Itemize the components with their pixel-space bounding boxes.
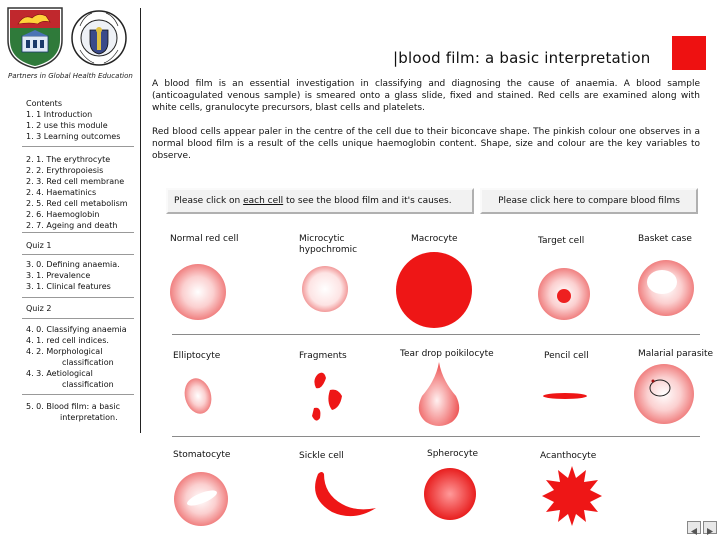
nav-item-haematinics[interactable]: 2. 4. Haematinics <box>26 188 97 197</box>
click-each-cell-button[interactable] <box>166 188 474 214</box>
label-microcytic-hypochromic: Microcytic hypochromic <box>299 234 358 255</box>
nav-item-defining-anaemia[interactable]: 3. 0. Defining anaemia. <box>26 260 120 269</box>
nav-item-blood-film-cont[interactable]: interpretation. <box>60 413 118 422</box>
macrocyte-image[interactable] <box>394 250 474 330</box>
next-page-button[interactable] <box>703 521 717 534</box>
label-macrocyte: Macrocyte <box>411 234 458 244</box>
nav-divider <box>22 297 134 298</box>
accent-square <box>672 36 706 70</box>
microcytic-cell-image[interactable] <box>300 264 350 314</box>
nav-group-anaemia <box>26 259 120 292</box>
nav-divider <box>22 146 134 147</box>
nav-divider <box>22 232 134 233</box>
malarial-parasite-image[interactable] <box>632 362 696 426</box>
nav-item-haemoglobin[interactable]: 2. 6. Haemoglobin <box>26 210 100 219</box>
contents-heading: Contents <box>26 99 62 108</box>
label-fragments: Fragments <box>299 351 347 361</box>
fragments-image[interactable] <box>310 368 354 428</box>
spherocyte-image[interactable] <box>422 466 478 522</box>
arrow-left-icon <box>688 526 700 537</box>
nav-item-erythrocyte[interactable]: 2. 1. The erythrocyte <box>26 155 111 164</box>
university-crest-logo <box>6 6 64 70</box>
stomatocyte-image[interactable] <box>172 470 230 528</box>
label-teardrop-poikilocyte: Tear drop poikilocyte <box>400 349 494 359</box>
page-title: |blood film: a basic interpretation <box>393 49 651 67</box>
label-spherocyte: Spherocyte <box>427 449 479 459</box>
row-divider <box>172 436 700 437</box>
label-stomatocyte: Stomatocyte <box>173 450 231 460</box>
nav-item-classifying-anaemia[interactable]: 4. 0. Classifying anaemia <box>26 325 127 334</box>
acanthocyte-image[interactable] <box>540 464 604 528</box>
button-text-pre: Please click on <box>174 196 244 206</box>
row-divider <box>172 334 700 335</box>
nav-item-introduction[interactable]: 1. 1 Introduction <box>26 110 93 119</box>
nav-group-introduction <box>26 98 120 142</box>
nav-item-clinical-features[interactable]: 3. 1. Clinical features <box>26 282 111 291</box>
sidebar-divider <box>140 8 141 433</box>
nav-item-erythropoiesis[interactable]: 2. 2. Erythropoiesis <box>26 166 104 175</box>
nav-divider <box>22 254 134 255</box>
label-acanthocyte: Acanthocyte <box>540 451 597 461</box>
label-normal-red-cell: Normal red cell <box>170 234 239 244</box>
intro-paragraph-2: Red blood cells appear paler in the centre of the cell due to their biconcave shape. The pinkish colour one observes in a normal blood film is a result of the cells unique haemoglobin content. Shape, size and colour are the key variables to observe. <box>152 127 700 161</box>
partners-tagline: Partners in Global Health Education <box>8 72 133 80</box>
each-cell-link[interactable]: each cell <box>243 196 284 206</box>
nav-group-quiz2 <box>26 303 51 314</box>
button-text-post: to see the blood film and it's causes. <box>283 196 452 206</box>
nav-group-classifying <box>26 324 127 390</box>
teardrop-poikilocyte-image[interactable] <box>414 360 464 430</box>
pencil-cell-image[interactable] <box>540 390 590 402</box>
nav-item-red-cell-metabolism[interactable]: 2. 5. Red cell metabolism <box>26 199 128 208</box>
sickle-cell-image[interactable] <box>302 468 382 526</box>
elliptocyte-image[interactable] <box>178 376 218 416</box>
nav-item-ageing-and-death[interactable]: 2. 7. Ageing and death <box>26 221 118 230</box>
label-malarial-parasite: Malarial parasite <box>638 349 714 359</box>
nav-item-quiz-2[interactable]: Quiz 2 <box>26 304 52 313</box>
label-pencil-cell: Pencil cell <box>544 351 589 361</box>
basket-case-image[interactable] <box>636 258 696 318</box>
nav-item-morphological[interactable]: 4. 2. Morphological <box>26 347 103 356</box>
nav-item-morphological-cont[interactable]: classification <box>62 358 114 367</box>
normal-red-cell-image[interactable] <box>168 262 228 322</box>
target-cell-image[interactable] <box>536 266 592 322</box>
nav-item-learning-outcomes[interactable]: 1. 3 Learning outcomes <box>26 132 121 141</box>
label-elliptocyte: Elliptocyte <box>173 351 221 361</box>
nav-item-use-module[interactable]: 1. 2 use this module <box>26 121 108 130</box>
nav-group-blood-film <box>26 401 120 423</box>
arrow-right-icon <box>704 526 716 537</box>
sidebar <box>0 0 140 540</box>
nav-item-red-cell-indices[interactable]: 4. 1. red cell indices. <box>26 336 109 345</box>
nav-group-erythrocyte <box>26 154 128 231</box>
nav-item-quiz-1[interactable]: Quiz 1 <box>26 241 52 250</box>
label-basket-case: Basket case <box>638 234 692 244</box>
previous-page-button[interactable] <box>687 521 701 534</box>
nav-item-red-cell-membrane[interactable]: 2. 3. Red cell membrane <box>26 177 125 186</box>
nav-divider <box>22 318 134 319</box>
nav-item-prevalence[interactable]: 3. 1. Prevalence <box>26 271 91 280</box>
nav-item-aetiological[interactable]: 4. 3. Aetiological <box>26 369 93 378</box>
label-target-cell: Target cell <box>538 236 585 246</box>
college-of-medicine-logo <box>70 6 128 70</box>
nav-item-aetiological-cont[interactable]: classification <box>62 380 114 389</box>
compare-blood-films-button[interactable]: Please click here to compare blood films <box>480 188 698 214</box>
label-sickle-cell: Sickle cell <box>299 451 344 461</box>
nav-divider <box>22 394 134 395</box>
nav-group-quiz1 <box>26 240 51 251</box>
nav-item-blood-film[interactable]: 5. 0. Blood film: a basic <box>26 402 120 411</box>
intro-paragraph-1: A blood film is an essential investigation in classifying and diagnosing the cause of anaemia. A blood sample (anticoagulated venous sample) is smeared onto a glass slide, fixed and stained. Red cells are examined along with white cells, granulocyte precursors, blast cells and platelets. <box>152 79 700 113</box>
